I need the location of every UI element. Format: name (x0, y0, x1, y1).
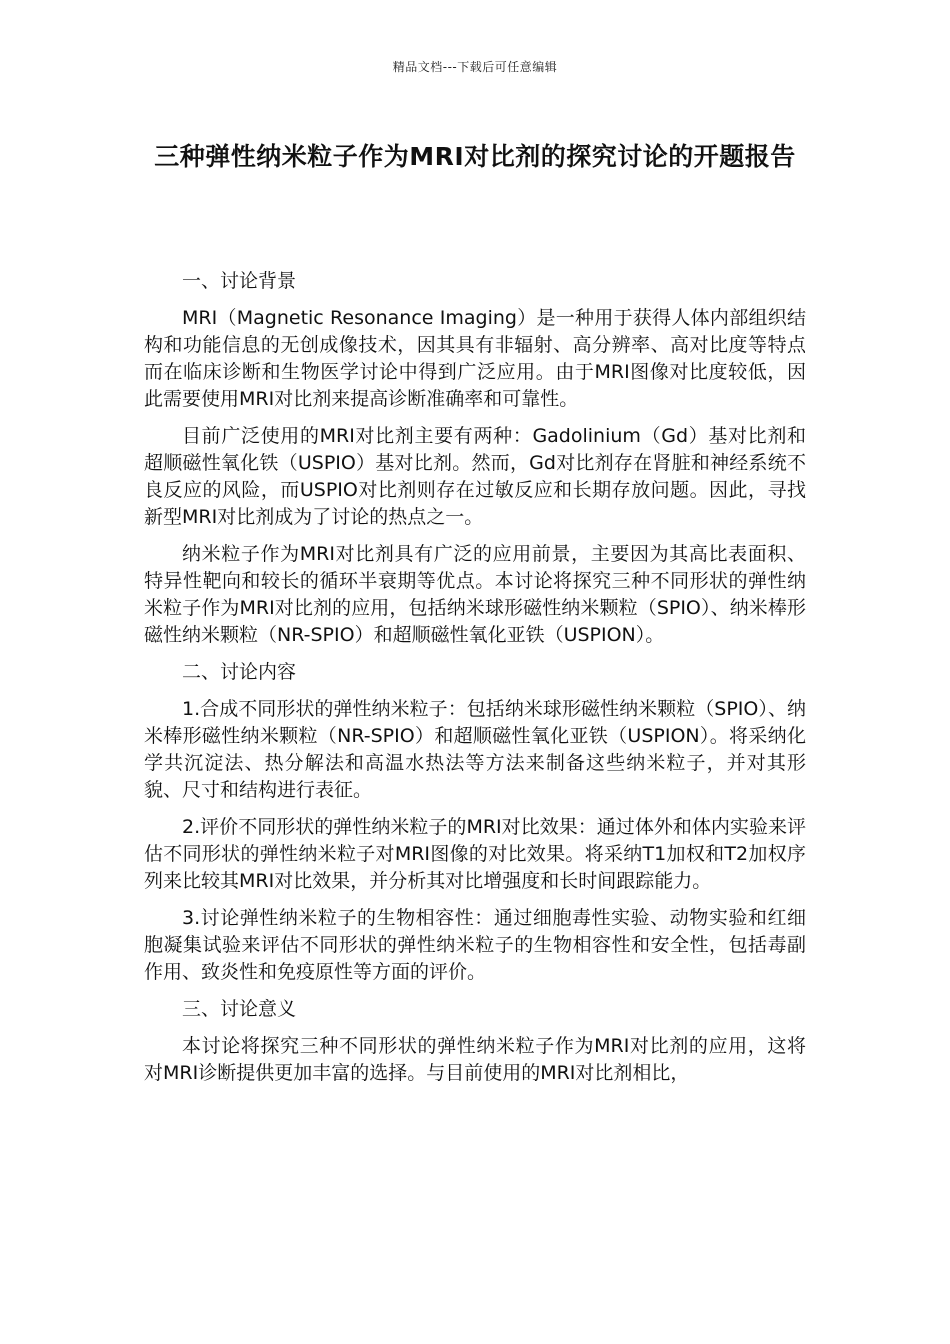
section-heading-content: 二、讨论内容 (182, 661, 297, 683)
document-body (144, 268, 806, 1097)
paragraph: 1.合成不同形状的弹性纳米粒子：包括纳米球形磁性纳米颗粒（SPIO）、纳米棒形磁性纳米颗粒（NR-SPIO）和超顺磁性氧化亚铁（USPION）。将采纳化学共沉淀法、热分解法和高温水热法等方法来制备这些纳米粒子，并对其形貌、尺寸和结构进行表征。 (144, 698, 806, 801)
paragraph: 本讨论将探究三种不同形状的弹性纳米粒子作为MRI对比剂的应用，这将对MRI诊断提供更加丰富的选择。与目前使用的MRI对比剂相比， (144, 1035, 806, 1084)
section-heading-background: 一、讨论背景 (182, 270, 297, 292)
header-note: 精品文档---下载后可任意编辑 (392, 60, 558, 74)
paragraph: 2.评价不同形状的弹性纳米粒子的MRI对比效果：通过体外和体内实验来评估不同形状的弹性纳米粒子对MRI图像的对比效果。将采纳T1加权和T2加权序列来比较其MRI对比效果，并分析其对比增强度和长时间跟踪能力。 (144, 816, 806, 892)
paragraph: 纳米粒子作为MRI对比剂具有广泛的应用前景，主要因为其高比表面积、特异性靶向和较长的循环半衰期等优点。本讨论将探究三种不同形状的弹性纳米粒子作为MRI对比剂的应用，包括纳米球形磁性纳米颗粒（SPIO）、纳米棒形磁性纳米颗粒（NR-SPIO）和超顺磁性氧化亚铁（USPION）。 (144, 543, 806, 646)
paragraph: MRI（Magnetic Resonance Imaging）是一种用于获得人体内部组织结构和功能信息的无创成像技术，因其具有非辐射、高分辨率、高对比度等特点而在临床诊断和生物医学讨论中得到广泛应用。由于MRI图像对比度较低，因此需要使用MRI对比剂来提高诊断准确率和可靠性。 (144, 307, 806, 410)
section-heading-significance: 三、讨论意义 (182, 998, 297, 1020)
document-title: 三种弹性纳米粒子作为MRI对比剂的探究讨论的开题报告 (154, 142, 796, 171)
paragraph: 3.讨论弹性纳米粒子的生物相容性：通过细胞毒性实验、动物实验和红细胞凝集试验来评估不同形状的弹性纳米粒子的生物相容性和安全性，包括毒副作用、致炎性和免疫原性等方面的评价。 (144, 907, 806, 983)
paragraph: 目前广泛使用的MRI对比剂主要有两种：Gadolinium（Gd）基对比剂和超顺磁性氧化铁（USPIO）基对比剂。然而，Gd对比剂存在肾脏和神经系统不良反应的风险，而USPIO对比剂则存在过敏反应和长期存放问题。因此，寻找新型MRI对比剂成为了讨论的热点之一。 (144, 425, 806, 528)
